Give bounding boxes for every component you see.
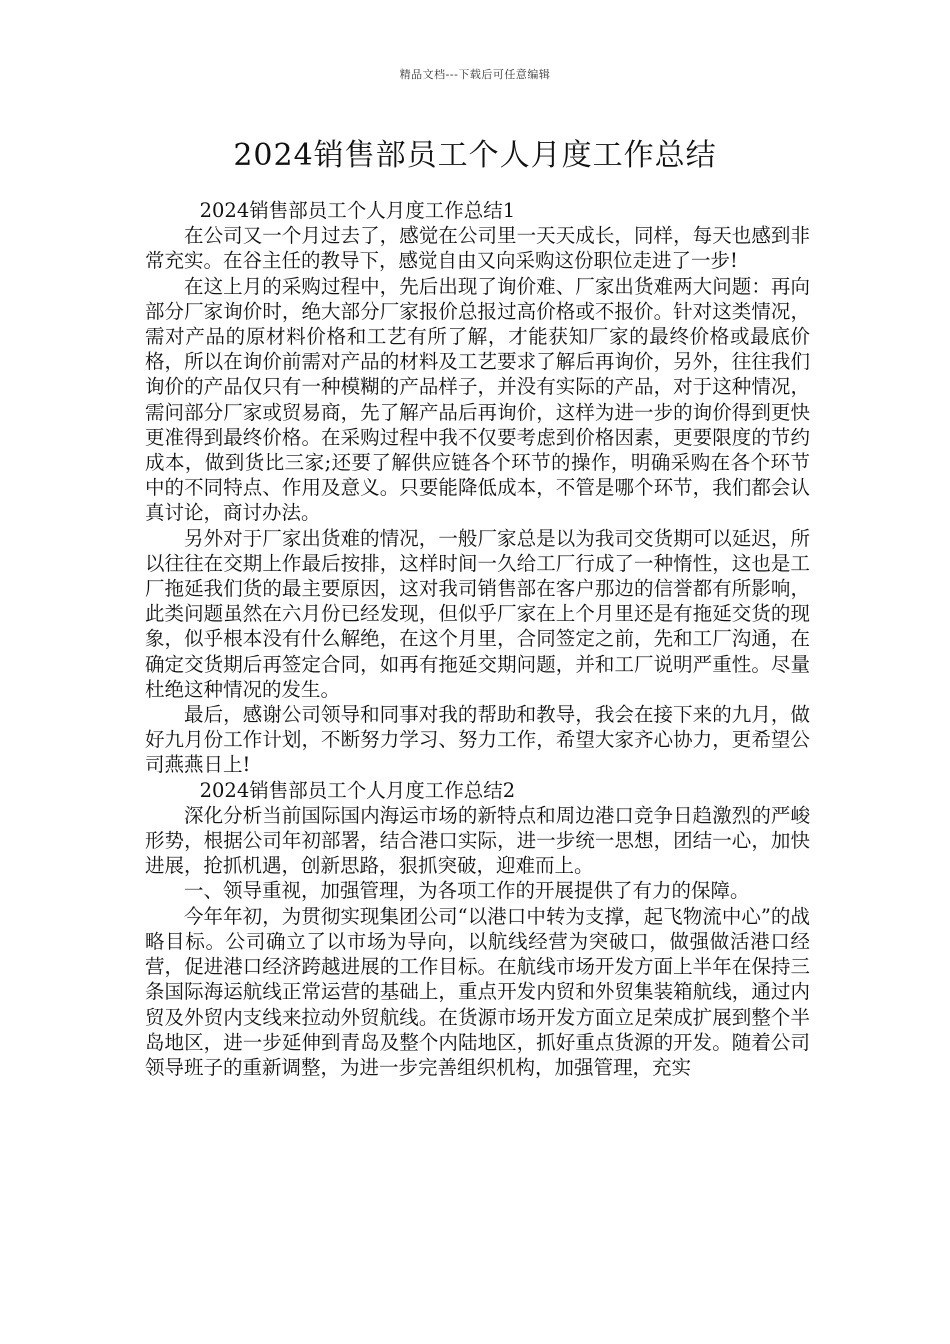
document-title: 2024销售部员工个人月度工作总结 (233, 138, 717, 173)
paragraph: 在这上月的采购过程中，先后出现了询价难、厂家出货难两大问题：再向部分厂家询价时，绝大部分厂家报价总报过高价格或不报价。针对这类情况，需对产品的原材料价格和工艺有所了解，才能获知厂家的最终价格或最底价格，所以在询价前需对产品的材料及工艺要求了解后再询价，另外，往往我们询价的产品仅只有一种模糊的产品样子，并没有实际的产品，对于这种情况，需问部分厂家或贸易商，先了解产品后再询价，这样为进一步的询价得到更快更准得到最终价格。在采购过程中我不仅要考虑到价格因素，更要限度的节约成本，做到货比三家;还要了解供应链各个环节的操作，明确采购在各个环节中的不同特点、作用及意义。只要能降低成本，不管是哪个环节，我们都会认真讨论，商讨办法。 (145, 274, 810, 525)
paragraph: 在公司又一个月过去了，感觉在公司里一天天成长，同样，每天也感到非常充实。在谷主任的教导下，感觉自由又向采购这份职位走进了一步! (145, 224, 810, 273)
header-note: 精品文档---下载后可任意编辑 (399, 68, 551, 81)
paragraph: 一、领导重视，加强管理，为各项工作的开展提供了有力的保障。 (184, 879, 750, 903)
section-heading-2: 2024销售部员工个人月度工作总结2 (199, 778, 516, 802)
section-heading-1: 2024销售部员工个人月度工作总结1 (199, 199, 516, 222)
paragraph: 另外对于厂家出货难的情况，一般厂家总是以为我司交货期可以延迟，所以往往在交期上作最后按排，这样时间一久给工厂行成了一种惰性，这也是工厂拖延我们货的最主要原因，这对我司销售部在客户那边的信誉都有所影响，此类问题虽然在六月份已经发现，但似乎厂家在上个月里还是有拖延交货的现象，似乎根本没有什么解绝，在这个月里，合同签定之前，先和工厂沟通，在确定交货期后再签定合同，如再有拖延交期问题，并和工厂说明严重性。尽量杜绝这种情况的发生。 (145, 526, 810, 701)
document-body (145, 198, 810, 1080)
paragraph: 今年年初，为贯彻实现集团公司“以港口中转为支撑，起飞物流中心”的战略目标。公司确立了以市场为导向，以航线经营为突破口，做强做活港口经营，促进港口经济跨越进展的工作目标。在航线市场开发方面上半年在保持三条国际海运航线正常运营的基础上，重点开发内贸和外贸集装箱航线，通过内贸及外贸内支线来拉动外贸航线。在货源市场开发方面立足荣成扩展到整个半岛地区，进一步延伸到青岛及整个内陆地区，抓好重点货源的开发。随着公司领导班子的重新调整，为进一步完善组织机构，加强管理，充实 (145, 904, 810, 1079)
paragraph: 深化分析当前国际国内海运市场的新特点和周边港口竞争日趋激烈的严峻形势，根据公司年初部署，结合港口实际，进一步统一思想，团结一心，加快进展，抢抓机遇，创新思路，狠抓突破，迎难而上。 (145, 803, 810, 878)
paragraph: 最后，感谢公司领导和同事对我的帮助和教导，我会在接下来的九月，做好九月份工作计划，不断努力学习、努力工作，希望大家齐心协力，更希望公司燕燕日上! (145, 703, 810, 777)
